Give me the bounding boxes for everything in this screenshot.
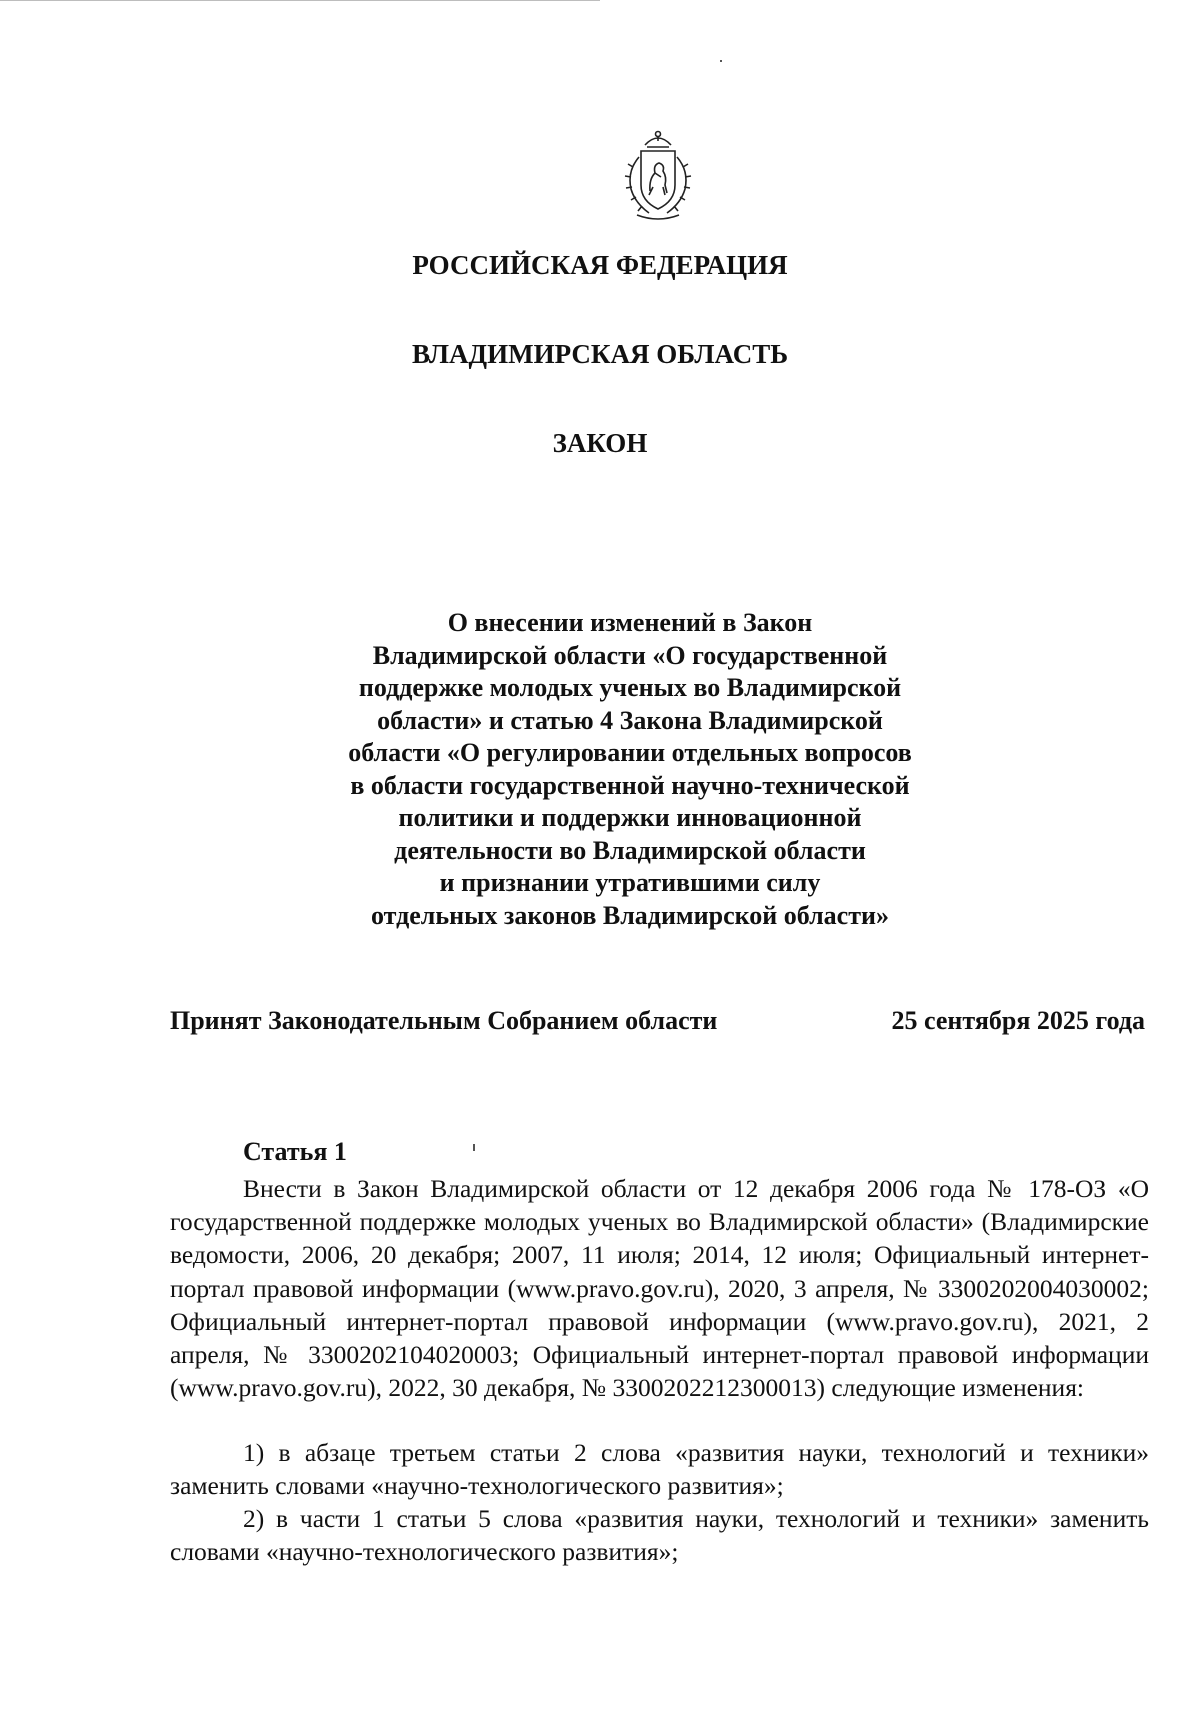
scan-edge-line (0, 0, 600, 1)
law-title (300, 607, 960, 932)
article-paragraph-intro: Внести в Закон Владимирской области от 12 декабря 2006 года № 178-ОЗ «О государственной поддержке молодых ученых во Владимирской области» (Владимирские ведомости, 2006, 20 декабря; 2007, 11 июля; 2014, 12 июля; Официальный интернет-портал правовой информации (www.pravo.gov.ru), 2020, 3 апреля, № 3300202004030002; Официальный интернет-портал правовой информации (www.pravo.gov.ru), 2021, 2 апреля, № 3300202104020003; Официальный интернет-портал правовой информации (www.pravo.gov.ru), 2022, 30 декабря, № 3300202212300013) следующие изменения: (170, 1174, 1149, 1403)
law-title-line: деятельности во Владимирской области (394, 835, 866, 865)
law-title-line: и признании утратившими силу (439, 868, 821, 897)
article-heading: Статья 1 (243, 1137, 347, 1166)
law-title-line: отдельных законов Владимирской области» (371, 900, 889, 930)
law-title-line: области» и статью 4 Закона Владимирской (377, 705, 883, 735)
adoption-date: 25 сентября 2025 года (891, 1006, 1145, 1035)
law-title-line: в области государственной научно-технической (350, 770, 910, 800)
document-type-heading: ЗАКОН (552, 428, 648, 458)
scan-speck (473, 1144, 475, 1151)
region-heading: ВЛАДИМИРСКАЯ ОБЛАСТЬ (411, 339, 789, 369)
law-title-line: поддержке молодых ученых во Владимирской (358, 673, 902, 702)
scan-speck (720, 60, 722, 62)
country-heading: РОССИЙСКАЯ ФЕДЕРАЦИЯ (412, 250, 788, 280)
adoption-label: Принят Законодательным Собранием области (170, 1006, 718, 1035)
article-item-1: 1) в абзаце третьем статьи 2 слова «развития науки, технологий и техники» заменить словами «научно-технологического развития»; (170, 1438, 1149, 1501)
law-title-line: Владимирской области «О государственной (372, 640, 888, 670)
adoption-line (170, 1006, 1145, 1040)
law-title-line: области «О регулировании отдельных вопросов (348, 738, 912, 767)
law-title-line: политики и поддержки инновационной (398, 803, 862, 832)
article-item-2: 2) в части 1 статьи 5 слова «развития науки, технологий и техники» заменить словами «научно-технологического развития»; (170, 1504, 1149, 1567)
law-title-line: О внесении изменений в Закон (447, 608, 813, 637)
coat-of-arms-emblem (603, 127, 713, 227)
